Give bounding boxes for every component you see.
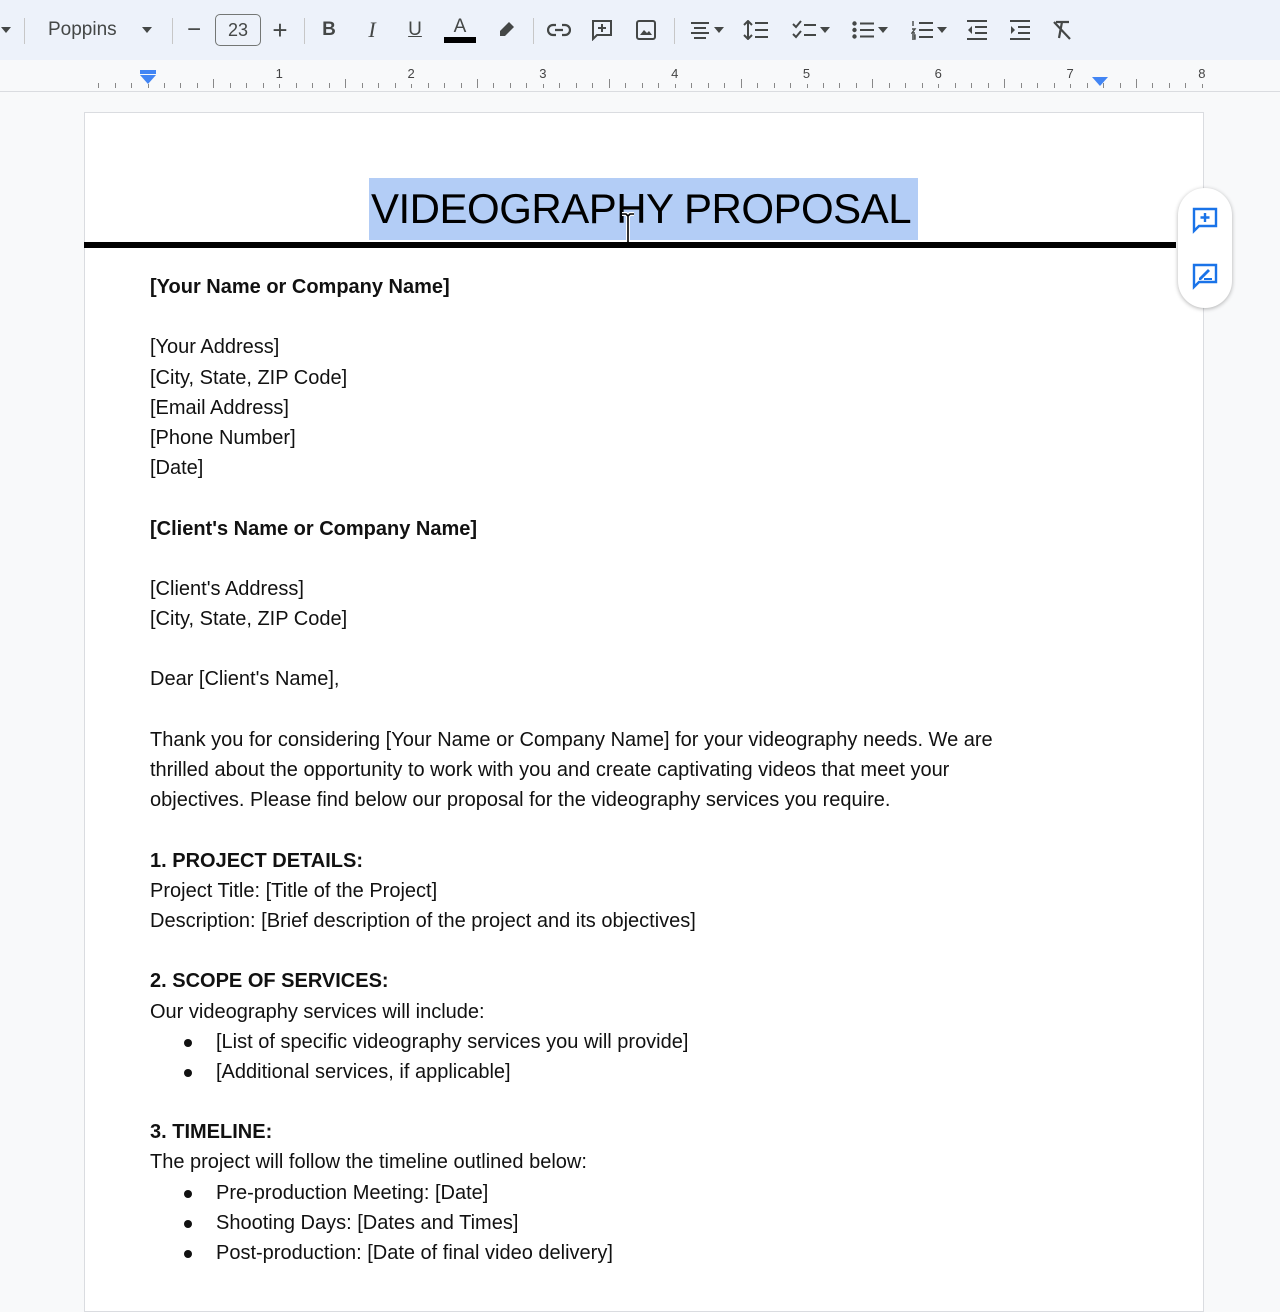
formatting-toolbar xyxy=(0,0,1280,60)
horizontal-rule xyxy=(84,242,1176,248)
clear-formatting-icon[interactable] xyxy=(1048,14,1076,46)
ruler-tick xyxy=(807,84,808,88)
ruler-tick xyxy=(395,83,396,88)
ruler-tick xyxy=(1202,84,1203,88)
date-line: [Date] xyxy=(150,457,204,480)
line-spacing-icon[interactable] xyxy=(740,14,772,46)
salutation: Dear [Client's Name], xyxy=(150,668,340,691)
first-line-indent-marker[interactable] xyxy=(140,70,156,74)
sender-name: [Your Name or Company Name] xyxy=(150,276,450,298)
ruler-tick xyxy=(1087,83,1088,88)
list-item: Pre-production Meeting: [Date] xyxy=(150,1178,993,1208)
paragraph-line: The project will follow the timeline outlined below: xyxy=(150,1151,587,1174)
align-center-dropdown[interactable] xyxy=(684,14,730,46)
increase-font-size-button[interactable]: + xyxy=(272,14,288,45)
divider xyxy=(304,18,305,44)
project-title-line: Project Title: [Title of the Project] xyxy=(150,879,438,902)
ruler-tick xyxy=(1021,83,1022,88)
add-comment-icon[interactable] xyxy=(1191,206,1219,234)
insert-image-icon[interactable] xyxy=(632,14,660,46)
suggest-edits-icon[interactable] xyxy=(1191,262,1219,290)
ruler-tick xyxy=(461,83,462,88)
text-color-icon: A xyxy=(453,16,467,37)
ruler-label: 7 xyxy=(1066,66,1074,81)
ruler-label: 1 xyxy=(275,66,283,81)
list-item: Shooting Days: [Dates and Times] xyxy=(150,1208,993,1238)
ruler-tick xyxy=(164,83,165,88)
blank-line xyxy=(150,815,993,845)
client-city: [City, State, ZIP Code] xyxy=(150,608,348,631)
ruler-tick xyxy=(1152,83,1153,88)
ruler-tick xyxy=(477,79,478,88)
section-heading: 2. SCOPE OF SERVICES: xyxy=(150,970,389,993)
font-name: Poppins xyxy=(48,19,117,40)
ruler-tick xyxy=(246,83,247,88)
ruler-tick xyxy=(790,83,791,88)
right-indent-marker[interactable] xyxy=(1092,77,1108,86)
ruler-tick xyxy=(872,79,873,88)
ruler-tick xyxy=(148,84,149,88)
ruler-label: 8 xyxy=(1198,66,1206,81)
ruler-tick xyxy=(988,83,989,88)
paragraph-line: Our videography services will include: xyxy=(150,1000,485,1023)
ruler-tick xyxy=(296,83,297,88)
ruler-tick xyxy=(823,83,824,88)
blank-line xyxy=(150,302,993,332)
font-size-input[interactable]: 23 xyxy=(215,14,261,46)
ruler-tick xyxy=(1185,83,1186,88)
bulleted-list-icon xyxy=(852,21,874,39)
ruler-tick xyxy=(526,83,527,88)
divider xyxy=(533,18,534,44)
intro-paragraph-line: thrilled about the opportunity to work with you and create captivating videos that meet your xyxy=(150,759,950,781)
ruler-tick xyxy=(543,84,544,88)
ruler-tick xyxy=(428,83,429,88)
ruler-label: 3 xyxy=(539,66,547,81)
text-cursor-icon xyxy=(620,212,636,246)
ruler-tick xyxy=(1070,84,1071,88)
intro-paragraph-line: Thank you for considering [Your Name or Company Name] for your videography needs. We are xyxy=(150,728,993,751)
ruler-tick xyxy=(197,83,198,88)
ruler-tick xyxy=(279,84,280,88)
left-indent-marker[interactable] xyxy=(140,75,156,84)
ruler-label: 4 xyxy=(671,66,679,81)
list-item: [Additional services, if applicable] xyxy=(150,1057,993,1087)
ruler-tick xyxy=(1120,83,1121,88)
ruler-tick xyxy=(774,83,775,88)
ruler-tick xyxy=(115,83,116,88)
ruler-tick xyxy=(362,83,363,88)
align-center-icon xyxy=(690,21,710,39)
ruler-tick xyxy=(180,83,181,88)
intro-paragraph-line: objectives. Please find below our proposal for the videography services you require. xyxy=(150,789,891,812)
list-item: [List of specific videography services you will provide] xyxy=(150,1027,993,1057)
font-dropdown[interactable] xyxy=(40,14,160,46)
text-color-swatch xyxy=(444,37,476,43)
numbered-list-icon xyxy=(911,20,933,40)
bulleted-list-dropdown[interactable] xyxy=(845,14,895,46)
blank-line xyxy=(150,544,993,574)
numbered-list-dropdown[interactable] xyxy=(904,14,954,46)
client-address: [Client's Address] xyxy=(150,577,304,600)
ruler-tick xyxy=(444,83,445,88)
ruler-tick xyxy=(1037,83,1038,88)
ruler-tick xyxy=(576,83,577,88)
ruler-tick xyxy=(559,83,560,88)
ruler-tick xyxy=(955,83,956,88)
ruler-tick xyxy=(510,83,511,88)
section-heading: 1. PROJECT DETAILS: xyxy=(150,849,363,872)
checklist-icon xyxy=(792,20,816,40)
ruler-tick xyxy=(98,83,99,88)
ruler-tick xyxy=(625,83,626,88)
highlight-pen-icon[interactable] xyxy=(492,14,520,46)
ruler-label: 2 xyxy=(407,66,415,81)
divider xyxy=(674,18,675,44)
ruler-tick xyxy=(889,83,890,88)
document-title[interactable]: VIDEOGRAPHY PROPOSAL xyxy=(369,178,918,240)
ruler-tick xyxy=(131,83,132,88)
ruler-tick xyxy=(839,83,840,88)
ruler-tick xyxy=(1169,83,1170,88)
ruler-tick xyxy=(345,79,346,88)
ruler-tick xyxy=(675,84,676,88)
section-heading: 3. TIMELINE: xyxy=(150,1121,273,1144)
insert-link-icon[interactable] xyxy=(545,14,573,46)
ruler-tick xyxy=(378,83,379,88)
ruler-tick xyxy=(691,83,692,88)
ruler-label: 5 xyxy=(802,66,811,81)
sender-city: [City, State, ZIP Code] xyxy=(150,366,348,389)
ruler-tick xyxy=(757,83,758,88)
client-name: [Client's Name or Company Name] xyxy=(150,517,478,540)
ruler-tick xyxy=(938,84,939,88)
sender-address: [Your Address] xyxy=(150,336,280,359)
underline-button[interactable]: U xyxy=(408,19,422,40)
ruler-tick xyxy=(1054,83,1055,88)
checklist-dropdown[interactable] xyxy=(786,14,836,46)
blank-line xyxy=(150,483,993,513)
document-body[interactable] xyxy=(150,272,993,1268)
ruler-label: 6 xyxy=(934,66,942,81)
text-color-button[interactable] xyxy=(444,14,476,46)
description-line: Description: [Brief description of the project and its objectives] xyxy=(150,909,696,932)
ruler-tick xyxy=(263,83,264,88)
blank-line xyxy=(150,695,993,725)
add-comment-icon[interactable] xyxy=(588,14,616,46)
sender-phone: [Phone Number] xyxy=(150,426,296,449)
ruler-tick xyxy=(856,83,857,88)
ruler-tick xyxy=(329,83,330,88)
ruler-tick xyxy=(609,79,610,88)
ruler-tick xyxy=(230,83,231,88)
ruler-tick xyxy=(724,83,725,88)
ruler-tick xyxy=(642,83,643,88)
ruler-tick xyxy=(592,83,593,88)
style-dropdown-arrow[interactable] xyxy=(0,14,12,46)
chevron-down-icon xyxy=(142,27,152,33)
ruler-tick xyxy=(708,83,709,88)
ruler-tick xyxy=(971,83,972,88)
sender-email: [Email Address] xyxy=(150,396,289,419)
ruler-tick xyxy=(411,84,412,88)
divider xyxy=(172,18,173,44)
blank-line xyxy=(150,634,993,664)
decrease-font-size-button[interactable]: − xyxy=(186,16,201,43)
italic-button[interactable]: I xyxy=(368,17,376,42)
ruler-tick xyxy=(658,83,659,88)
list-item: Post-production: [Date of final video delivery] xyxy=(150,1238,993,1268)
ruler-tick xyxy=(493,83,494,88)
blank-line xyxy=(150,1087,993,1117)
blank-line xyxy=(150,936,993,966)
floating-comment-actions xyxy=(1178,188,1232,308)
ruler-tick xyxy=(905,83,906,88)
ruler[interactable] xyxy=(0,60,1280,92)
bold-button[interactable]: B xyxy=(322,19,336,40)
ruler-tick xyxy=(741,79,742,88)
divider xyxy=(24,18,25,44)
ruler-tick xyxy=(1004,79,1005,88)
increase-indent-icon[interactable] xyxy=(1005,14,1035,46)
ruler-tick xyxy=(922,83,923,88)
ruler-tick xyxy=(213,79,214,88)
ruler-tick xyxy=(312,83,313,88)
decrease-indent-icon[interactable] xyxy=(962,14,992,46)
ruler-tick xyxy=(1136,79,1137,88)
